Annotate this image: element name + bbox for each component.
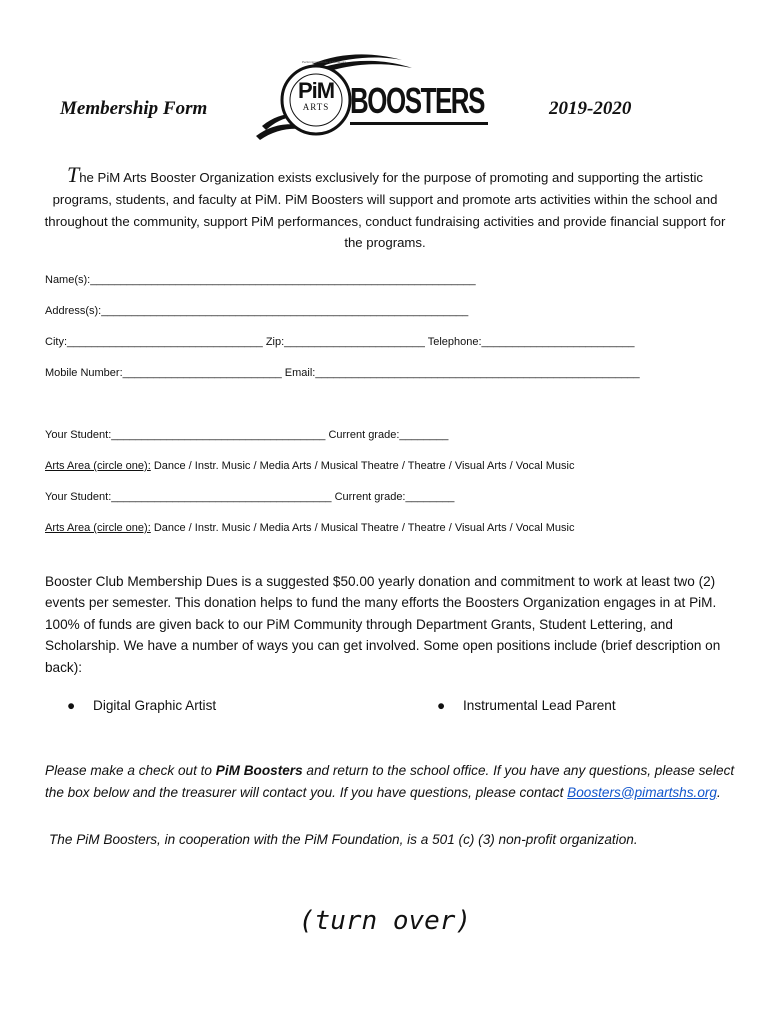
check-text-end: .: [716, 784, 721, 800]
logo-ring-text: Performing Institute of Minnesota: [302, 60, 347, 64]
mobile-email-row: [45, 367, 640, 379]
mobile-number-field[interactable]: Mobile Number:__________________________: [45, 367, 282, 379]
contact-row: [45, 336, 635, 348]
bullet-icon: ●: [67, 698, 76, 713]
address-field[interactable]: Address(s):____________________________________________________________: [45, 305, 469, 317]
boosters-email-link[interactable]: Boosters@pimartshs.org: [567, 784, 717, 800]
position-item-instrumental-lead-parent: [437, 698, 616, 713]
check-payee: PiM Boosters: [215, 763, 303, 778]
pim-boosters-logo: [252, 50, 492, 146]
zip-field[interactable]: Zip:_______________________: [265, 336, 425, 348]
city-field[interactable]: City:________________________________: [45, 336, 263, 348]
position-label: Digital Graphic Artist: [93, 698, 217, 713]
bullet-icon: ●: [437, 698, 446, 713]
arts-area-options-1[interactable]: Dance / Instr. Music / Media Arts / Musical Theatre / Theatre / Visual Arts / Vocal Music: [150, 460, 575, 472]
arts-area-row-1: [45, 460, 574, 472]
position-label: Instrumental Lead Parent: [463, 698, 616, 713]
arts-area-row-2: [45, 522, 574, 534]
school-year: 2019-2020: [549, 98, 632, 119]
check-instructions: [45, 760, 735, 803]
email-field[interactable]: Email:_____________________________________________________: [284, 367, 640, 379]
telephone-field[interactable]: Telephone:_________________________: [427, 336, 635, 348]
current-grade-field-1[interactable]: Current grade:________: [328, 429, 449, 441]
membership-dues-paragraph: Booster Club Membership Dues is a suggested $50.00 yearly donation and commitment to work at least two (2) events per semester. This donation helps to fund the many efforts the Boosters Organization engages in at PiM. 100% of funds are given back to our PiM Community through Department Grants, Student Lettering, and Scholarship. We have a number of ways you can get involved. Some open positions include (brief description on back):: [45, 574, 721, 675]
current-grade-field-2[interactable]: Current grade:________: [334, 491, 455, 503]
form-title: Membership Form: [60, 98, 208, 119]
student-name-field-2[interactable]: Your Student:____________________________________: [45, 491, 332, 503]
turn-over-note: (turn over): [298, 906, 472, 936]
student-row-1: [45, 429, 448, 441]
intro-paragraph: [44, 164, 726, 254]
name-field[interactable]: Name(s):_______________________________________________________________: [45, 274, 476, 286]
arts-area-options-2[interactable]: Dance / Instr. Music / Media Arts / Musical Theatre / Theatre / Visual Arts / Vocal Music: [150, 522, 575, 534]
position-item-digital-graphic-artist: [67, 698, 216, 713]
check-text-after: and return to the school office. If you have any questions, please select the box below and the treasurer will contact you. If you have questions, please contact: [45, 763, 735, 800]
nonprofit-statement: The PiM Boosters, in cooperation with the PiM Foundation, is a 501 (c) (3) non-profit organization.: [49, 832, 638, 847]
intro-dropcap: T: [66, 162, 80, 187]
arts-area-label-1: Arts Area (circle one):: [45, 460, 151, 472]
logo-boosters-text: BOOSTERS: [350, 80, 484, 121]
check-text-before: Please make a check out to: [45, 763, 216, 778]
student-name-field-1[interactable]: Your Student:___________________________________: [45, 429, 326, 441]
intro-text: he PiM Arts Booster Organization exists exclusively for the purpose of promoting and supporting the artistic programs, students, and faculty at PiM. PiM Boosters will support and promote arts activities within the school and throughout the community, support PiM performances, conduct fundraising activities and provide financial support for the programs.: [44, 170, 726, 251]
logo-pim-text: PiM: [297, 78, 335, 103]
student-row-2: [45, 491, 454, 503]
arts-area-label-2: Arts Area (circle one):: [45, 522, 151, 534]
logo-arts-text: ARTS: [302, 102, 330, 112]
